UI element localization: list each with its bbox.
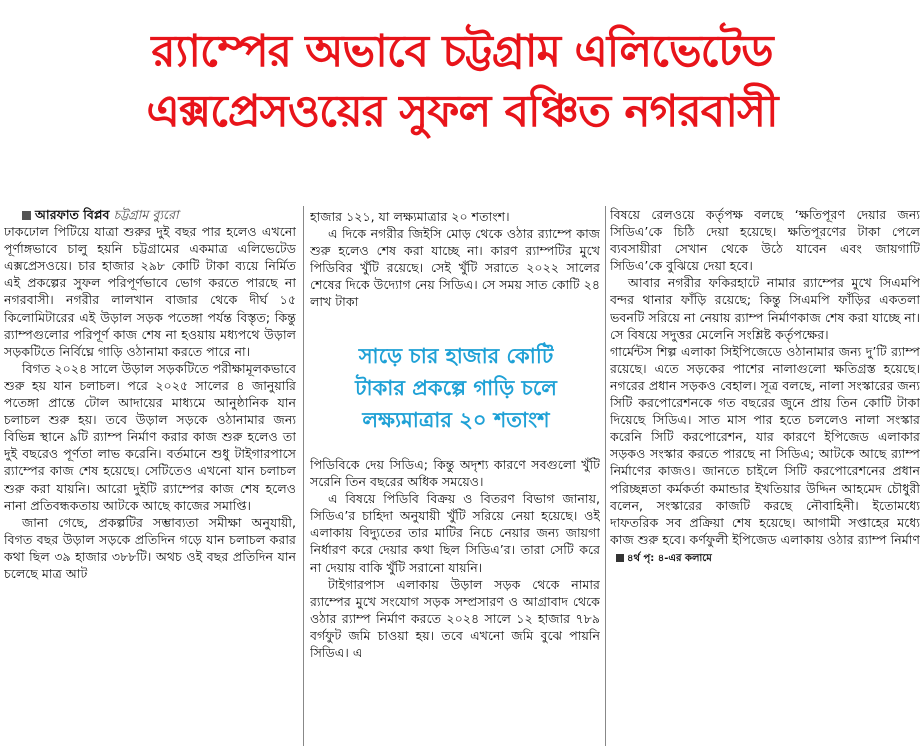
paragraph: টাইগারপাস এলাকায় উড়াল সড়ক থেকে নামার র‍্যাম্পের মুখে সংযোগ সড়ক সম্প্রসারণ ও আগ্রাবাদ থেকে ওঠার র‍্যাম্প নির্মাণ করতে ২০২৪ সালে ১২ হাজার ৭৮৯ বর্গফুট জমি চাওয়া হয়। তবে এখনো জমি বুঝে পায়নি সিডিএ। এ [310,576,600,661]
paragraph: পিডিবিকে দেয় সিডিএ; কিন্তু অদৃশ্য কারণে সবগুলো খুঁটি সরেনি তিন বছরের অধিক সময়েও। [310,457,600,490]
headline-line-2: এক্সপ্রেসওয়ের সুফল বঞ্চিত নগরবাসী [146,86,778,137]
pull-quote [312,340,600,436]
paragraph: আবার নগরীর ফকিরহাটে নামার র‍্যাম্পের মুখে সিএমপি বন্দর থানার ফাঁড়ি রয়েছে; কিন্তু সিএমপি ফাঁড়ির একতলা ভবনটি সরিয়ে না নেয়ায় র‍্যাম্প নির্মাণকাজ শেষ করা যাচ্ছে না। সে বিষয়ে সদুত্তর মেলেনি সংশ্লিষ্ট কর্তৃপক্ষের। [610,275,920,342]
author-name: আরফাত বিপ্লব [35,207,110,222]
byline [4,206,296,223]
paragraph: এ দিকে নগরীর জিইসি মোড় থেকে ওঠার র‍্যাম্পে কাজ শুরু হলেও শেষ করা যাচ্ছে না। কারণ র‍্যাম্পটির মুখে পিডিবির খুঁটি রয়েছে। সেই খুঁটি সরাতে ২০২২ সালের শেষের দিকে উদ্যোগ নেয় সিডিএ। সে সময় সাত কোটি ২৪ লাখ টাকা [310,226,600,310]
article-column-2-bottom [310,456,600,746]
column-divider [303,206,304,746]
pull-quote-line-3: লক্ষ্যমাত্রার ২০ শতাংশ [362,408,550,432]
paragraph-text: গার্মেন্টস শিল্প এলাকা সিইপিজেডে ওঠানামার জন্য দু’টি র‍্যাম্প রয়েছে। এতে সড়কের পাশের নালাগুলো ক্ষতিগ্রস্ত হয়েছে। নগরের প্রধান সড়কও বেহাল। সূত্র বলছে, নালা সংস্কারের জন্য সিটি করপোরেশনকে গত বছরের জুনে প্রায় তিন কোটি টাকা দিয়েছে সিডিএ। সাত মাস পার হতে চললেও নালা সংস্কার করেনি সিটি করপোরেশন, যার কারণে ইপিজেড এলাকার সড়কও সংস্কার করতে পারছে না সিডিএ; আটকে আছে র‍্যাম্প নির্মাণের কাজও। জানতে চাইলে সিটি করপোরেশনের প্রধান পরিচ্ছন্নতা কর্মকর্তা কমান্ডার ইখতিয়ার উদ্দিন আহমেদ চৌধুরী বলেন, সংস্কারের কাজটি করছে নৌবাহিনী। ইতোমধ্যে দাফতরিক সব প্রক্রিয়া শেষ হয়েছে। আগামী সপ্তাহের মধ্যে কাজ শুরু হবে। কর্ণফুলী ইপিজেড এলাকায় ওঠার র‍্যাম্প নির্মাণ [610,343,920,547]
article-column-2-top [310,208,600,348]
paragraph: হাজার ১২১, যা লক্ষ্যমাত্রার ২০ শতাংশ। [310,209,510,224]
paragraph: এ বিষয়ে পিডিবি বিক্রয় ও বিতরণ বিভাগ জানায়, সিডিএ’র চাহিদা অনুযায়ী খুঁটি সরিয়ে নেয়া হয়েছে। ওই এলাকায় বিদ্যুতের তার মাটির নিচে নেয়ার জন্য জায়গা নির্ধারণ করে দেয়ার কথা ছিল সিডিএ’র। তারা সেটি করে না দেয়ায় বাকি খুঁটি সরানো যায়নি। [310,491,600,575]
pull-quote-line-2: টাকার প্রকল্পে গাড়ি চলে [355,376,557,400]
headline [0,22,924,142]
article-column-3 [610,206,920,746]
column-divider [605,206,606,746]
desk-name: চট্টগ্রাম ব্যুরো [113,207,179,222]
continuation-note [610,553,712,564]
paragraph: জানা গেছে, প্রকল্পটির সম্ভাব্যতা সমীক্ষা অনুযায়ী, বিগত বছর উড়াল সড়কে প্রতিদিন গড়ে যান চলাচল করার কথা ছিল ৩৯ হাজার ৩৮৮টি। অথচ ওই বছর প্রতিদিন যান চলেছে মাত্র আট [4,514,296,581]
paragraph: বিষয়ে রেলওয়ে কর্তৃপক্ষ বলছে ‘ক্ষতিপূরণ দেয়ার জন্য সিডিএ’কে চিঠি দেয়া হয়েছে। ক্ষতিপূরণের টাকা পেলে ব্যবসায়ীরা সেখান থেকে উঠে যাবেন এবং জায়গাটি সিডিএ’কে বুঝিয়ে দেয়া হবে। [610,207,920,274]
pull-quote-line-1: সাড়ে চার হাজার কোটি [358,344,554,368]
continuation-square-icon [616,554,624,562]
byline-square-icon [22,211,31,220]
headline-line-1: র‍্যাম্পের অভাবে চট্টগ্রাম এলিভেটেড [151,26,773,77]
paragraph: বিগত ২০২৪ সালে উড়াল সড়কটিতে পরীক্ষামূলকভাবে শুরু হয় যান চলাচল। পরে ২০২৫ সালের ৪ জানুয়ারি পতেঙ্গা প্রান্তে টোল আদায়ের মাধ্যমে আনুষ্ঠানিক যান চলাচল শুরু হয়। তবে উড়াল সড়কে ওঠানামার জন্য বিভিন্ন স্থানে ৯টি র‍্যাম্প নির্মাণ করার কাজ শুরু হলেও তা দুই বছরেও পূর্ণতা লাভ করেনি। বর্তমানে শুধু টাইগারপাসে র‍্যাম্পের কাজ শেষ হয়েছে। সেটিতেও এখনো যান চলাচল শুরু করা যায়নি। আরো দুইটি র‍্যাম্পের কাজ শেষ হলেও নানা প্রতিবন্ধকতায় আটকে আছে কাজের সমাপ্তি। [4,360,296,513]
paragraph: ঢাকঢোল পিটিয়ে যাত্রা শুরুর দুই বছর পার হলেও এখনো পূর্ণাঙ্গভাবে চালু হয়নি চট্টগ্রামের একমাত্র এলিভেটেড এক্সপ্রেসওয়ে। চার হাজার ২৯৮ কোটি টাকা ব্যয়ে নির্মিত এই প্রকল্পের সুফল পরিপূর্ণভাবে ভোগ করতে পারছে না নগরবাসী। নগরীর লালখান বাজার থেকে দীর্ঘ ১৫ কিলোমিটারের এই উড়াল সড়ক পতেঙ্গা পর্যন্ত বিস্তৃত; কিন্তু র‍্যাম্পগুলোর পরিপূর্ণ কাজ শেষ না হওয়ায় মধ্যপথে উড়াল সড়কটিতে নির্বিঘ্নে গাড়ি ওঠানামা করতে পারে না। [4,224,296,359]
continuation-text: ৪র্থ পৃ: ৪-এর কলামে [627,552,712,564]
article-column-1 [4,206,296,746]
paragraph [610,343,920,567]
